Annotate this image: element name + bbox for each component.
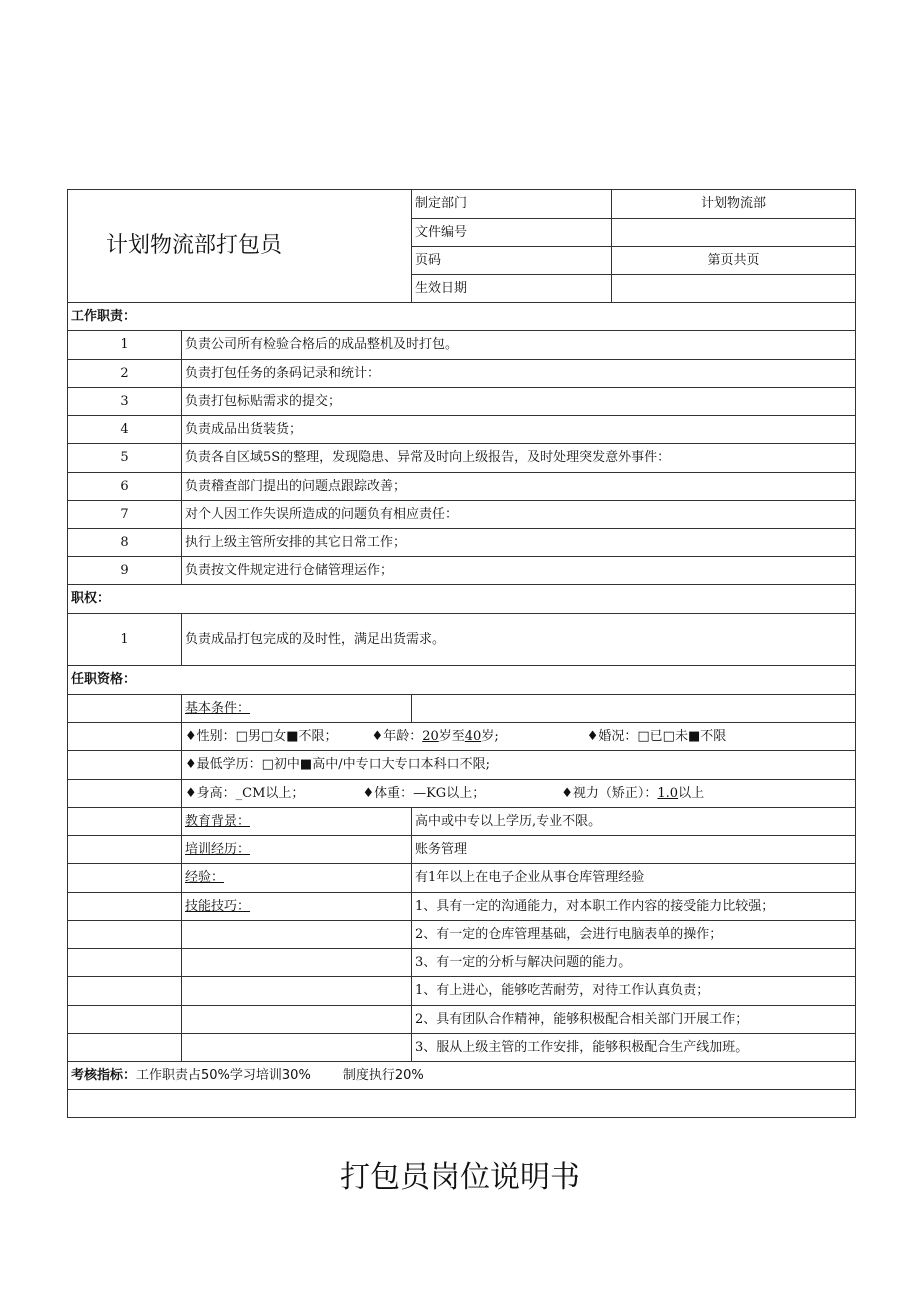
empty-cell <box>68 808 182 836</box>
education-background-text: 教育背景： <box>185 813 251 829</box>
height-label: ♦身高： <box>185 785 236 801</box>
height-weight-vision-row <box>182 780 856 808</box>
header-label-date: 生效日期 <box>412 275 612 303</box>
empty-cell <box>68 921 182 949</box>
marriage-option-any: ■不限 <box>687 728 727 744</box>
duty-text: 负责各自区域5S的整理，发现隐患、异常及时向上级报告，及时处理突发意外事件： <box>182 444 856 473</box>
authority-number: 1 <box>68 614 182 666</box>
gender-option-any: ■不限； <box>286 728 338 744</box>
basic-conditions-text: 基本条件： <box>185 700 251 716</box>
form-table <box>67 189 856 1118</box>
vision-suffix: 以上 <box>678 785 705 801</box>
duty-number: 4 <box>68 416 182 444</box>
height-value: _CM <box>235 785 266 801</box>
duty-row <box>68 331 856 360</box>
duty-text: 负责成品出货装货； <box>182 416 856 444</box>
weight-suffix: 以上； <box>446 785 486 801</box>
empty-cell <box>68 695 182 723</box>
duty-number: 8 <box>68 529 182 557</box>
marriage-label: ♦婚况： <box>586 728 638 744</box>
age-separator: 岁至 <box>438 728 465 744</box>
duty-row <box>68 501 856 529</box>
empty-cell <box>182 1034 412 1062</box>
age-unit: 岁; <box>481 728 499 744</box>
header-label-dept: 制定部门 <box>412 190 612 219</box>
duty-row <box>68 360 856 388</box>
basic-conditions-label <box>182 695 412 723</box>
gender-option-male: □男 <box>235 728 261 744</box>
qualifications-heading: 任职资格： <box>68 666 856 695</box>
duties-heading: 工作职责： <box>68 303 856 331</box>
kpi-label: 考核指标： <box>71 1067 137 1083</box>
duty-text: 负责打包任务的条码记录和统计： <box>182 360 856 388</box>
experience-label <box>182 864 412 893</box>
empty-row <box>68 1090 856 1118</box>
kpi-row <box>68 1062 856 1090</box>
vision-label: ♦视力（矫正）： <box>561 785 658 801</box>
duty-text: 负责公司所有检验合格后的成品整机及时打包。 <box>182 331 856 360</box>
empty-cell <box>68 977 182 1006</box>
duty-row <box>68 416 856 444</box>
authority-text: 负责成品打包完成的及时性，满足出货需求。 <box>182 614 856 666</box>
duty-number: 7 <box>68 501 182 529</box>
duty-row <box>68 529 856 557</box>
skill-item: 1、有上进心，能够吃苦耐劳，对待工作认真负责； <box>412 977 856 1006</box>
training-label <box>182 836 412 864</box>
age-max: 40 <box>464 728 482 744</box>
age-min: 20 <box>422 728 439 744</box>
marriage-option-single: □未 <box>662 728 688 744</box>
gender-option-female: □女 <box>260 728 287 744</box>
duty-number: 9 <box>68 557 182 585</box>
vision-value: 1.0 <box>657 785 679 801</box>
skill-item: 2、有一定的仓库管理基础，会进行电脑表单的操作； <box>412 921 856 949</box>
kpi-part1: 工作职责占50%学习培训30% <box>136 1067 311 1083</box>
skill-item: 3、有一定的分析与解决问题的能力。 <box>412 949 856 977</box>
duty-number: 3 <box>68 388 182 416</box>
authority-row <box>68 614 856 666</box>
duty-number: 6 <box>68 473 182 501</box>
header-label-page: 页码 <box>412 247 612 275</box>
empty-cell <box>182 1006 412 1034</box>
education-background-label <box>182 808 412 836</box>
education-background-value: 高中或中专以上学历,专业不限。 <box>412 808 856 836</box>
duty-number: 1 <box>68 331 182 360</box>
empty-cell <box>68 949 182 977</box>
gender-label: ♦性别： <box>185 728 236 744</box>
marriage-option-married: □已 <box>637 728 663 744</box>
header-value-date <box>612 275 856 303</box>
height-suffix: 以上； <box>265 785 305 801</box>
empty-cell <box>68 723 182 751</box>
job-description-form <box>67 189 855 1118</box>
age-label: ♦年龄： <box>371 728 423 744</box>
training-value: 账务管理 <box>412 836 856 864</box>
skill-item: 3、服从上级主管的工作安排，能够积极配合生产线加班。 <box>412 1034 856 1062</box>
empty-cell <box>68 780 182 808</box>
authority-heading: 职权： <box>68 585 856 614</box>
weight-value: —KG <box>413 785 447 801</box>
skills-text: 技能技巧： <box>185 898 251 914</box>
duty-row <box>68 473 856 501</box>
header-label-docno: 文件编号 <box>412 219 612 247</box>
duty-row <box>68 557 856 585</box>
footer-title: 打包员岗位说明书 <box>340 1160 580 1195</box>
empty-cell <box>182 921 412 949</box>
training-text: 培训经历： <box>185 841 251 857</box>
empty-cell <box>68 1034 182 1062</box>
duty-text: 负责稽查部门提出的问题点跟踪改善； <box>182 473 856 501</box>
duty-row <box>68 388 856 416</box>
empty-cell <box>68 864 182 893</box>
empty-cell <box>68 836 182 864</box>
header-value-page: 第页共页 <box>612 247 856 275</box>
duty-number: 5 <box>68 444 182 473</box>
document-title: 计划物流部打包员 <box>68 190 412 303</box>
duty-number: 2 <box>68 360 182 388</box>
skill-item: 1、具有一定的沟通能力，对本职工作内容的接受能力比较强； <box>412 893 856 921</box>
skill-item: 2、具有团队合作精神，能够积极配合相关部门开展工作； <box>412 1006 856 1034</box>
kpi-part2: 制度执行20% <box>342 1067 424 1083</box>
weight-label: ♦体重： <box>362 785 414 801</box>
education-requirement: ♦最低学历：□初中■高中/中专口大专口本科口不限; <box>182 751 856 780</box>
empty-cell <box>182 977 412 1006</box>
experience-text: 经验： <box>185 870 225 886</box>
gender-age-marriage-row <box>182 723 856 751</box>
experience-value: 有1年以上在电子企业从事仓库管理经验 <box>412 864 856 893</box>
duty-text: 负责打包标贴需求的提交； <box>182 388 856 416</box>
empty-cell <box>412 695 856 723</box>
skills-label <box>182 893 412 921</box>
duty-row <box>68 444 856 473</box>
duty-text: 执行上级主管所安排的其它日常工作； <box>182 529 856 557</box>
empty-cell <box>182 949 412 977</box>
duty-text: 负责按文件规定进行仓储管理运作； <box>182 557 856 585</box>
empty-cell <box>68 1006 182 1034</box>
empty-cell <box>68 751 182 780</box>
empty-cell <box>68 893 182 921</box>
duty-text: 对个人因工作失误所造成的问题负有相应责任： <box>182 501 856 529</box>
header-value-docno <box>612 219 856 247</box>
header-value-dept: 计划物流部 <box>612 190 856 219</box>
